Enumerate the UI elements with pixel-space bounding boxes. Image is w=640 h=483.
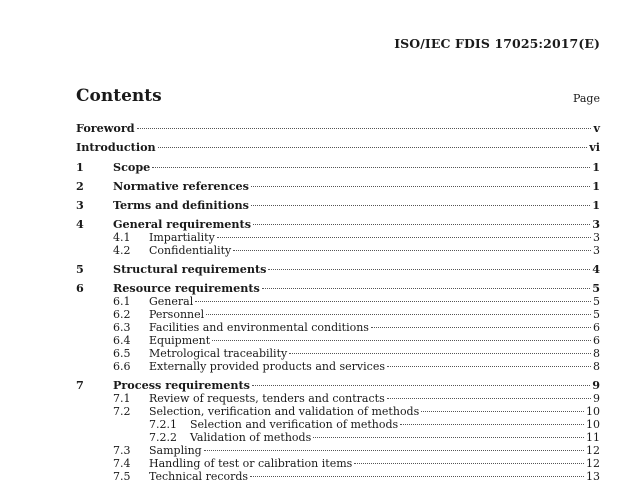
toc-entry[interactable] [0,347,600,360]
toc-entry-page: 12 [586,444,600,457]
toc-entry-number: 7.3 [113,444,131,457]
toc-entry-page: v [593,121,600,135]
toc-entry-number: 4 [76,217,84,231]
dot-leader [421,411,584,412]
toc-entry-title: Personnel [149,308,205,321]
page-column-label: Page [572,92,600,105]
toc-entry-title: Process requirements [113,378,250,392]
toc-entry[interactable] [0,457,600,470]
toc-entry-page: vi [589,140,600,154]
toc-entry[interactable] [0,418,600,431]
toc-entry[interactable] [0,470,600,483]
toc-entry[interactable] [0,180,600,193]
toc-entry-title: Technical records [149,470,249,483]
toc-entry[interactable] [0,405,600,418]
toc-entry-title: Review of requests, tenders and contracts [149,392,385,405]
toc-entry-number: 2 [76,179,84,193]
toc-entry-title: Resource requirements [113,281,260,295]
toc-entry-number: 6.4 [113,334,131,347]
toc-entry[interactable] [0,334,600,347]
toc-entry-title: General requirements [113,217,251,231]
dot-leader [354,463,584,464]
toc-entry-number: 1 [76,160,84,174]
dot-leader [137,128,592,129]
toc-entry-page: 1 [592,179,600,193]
dot-leader [217,237,591,238]
toc-entry-number: 6.1 [113,295,131,308]
toc-entry-page: 8 [593,360,600,373]
toc-entry[interactable] [0,308,600,321]
contents-heading: Contents [76,86,162,106]
toc-entry-title: Confidentiality [149,244,232,257]
dot-leader [206,314,591,315]
toc-entry-title: Sampling [149,444,202,457]
toc-entry-number: 6.5 [113,347,131,360]
dot-leader [250,476,584,477]
dot-leader [268,269,590,270]
toc-entry-page: 5 [592,281,600,295]
dot-leader [253,224,590,225]
dot-leader [152,167,590,168]
dot-leader [371,327,591,328]
toc-entry[interactable] [0,122,600,135]
dot-leader [233,250,591,251]
toc-entry-page: 10 [586,405,600,418]
toc-entry[interactable] [0,282,600,295]
toc-entry-page: 6 [593,334,600,347]
toc-entry-number: 6.2 [113,308,131,321]
toc-entry-title: Handling of test or calibration items [149,457,353,470]
toc-entry-title: Externally provided products and services [149,360,385,373]
toc-entry[interactable] [0,431,600,444]
dot-leader [204,450,584,451]
toc-entry-number: 7.2.2 [149,431,177,444]
toc-entry-page: 5 [593,308,600,321]
toc-entry-title: General [149,295,194,308]
dot-leader [313,437,584,438]
toc-entry[interactable] [0,244,600,257]
toc-entry[interactable] [0,360,600,373]
toc-entry-number: 4.1 [113,231,131,244]
toc-entry-number: 3 [76,198,84,212]
dot-leader [400,424,584,425]
dot-leader [262,288,590,289]
toc-entry[interactable] [0,199,600,212]
toc-entry-page: 11 [586,431,600,444]
toc-entry-number: 4.2 [113,244,131,257]
toc-entry-number: 6 [76,281,84,295]
toc-entry[interactable] [0,295,600,308]
toc-entry-title: Impartiality [149,231,215,244]
toc-entry-page: 5 [593,295,600,308]
toc-entry-page: 13 [586,470,600,483]
dot-leader [251,186,590,187]
toc-entry-number: 7.2.1 [149,418,177,431]
toc-entry-number: 7.5 [113,470,131,483]
dot-leader [252,385,590,386]
dot-leader [158,147,588,148]
toc-entry-number: 7.4 [113,457,131,470]
toc-entry-page: 9 [592,378,600,392]
toc-entry-title: Validation of methods [190,431,312,444]
dot-leader [251,205,590,206]
toc-entry[interactable] [0,231,600,244]
toc-entry-title: Selection and verification of methods [190,418,399,431]
toc-entry-title: Introduction [76,140,156,154]
toc-entry-title: Equipment [149,334,211,347]
dot-leader [289,353,591,354]
toc-entry[interactable] [0,161,600,174]
toc-entry[interactable] [0,444,600,457]
toc-entry[interactable] [0,321,600,334]
toc-entry-number: 5 [76,262,84,276]
toc-entry-number: 7 [76,378,84,392]
toc-entry-title: Scope [113,160,151,174]
toc-entry[interactable] [0,218,600,231]
toc-entry-title: Normative references [113,179,249,193]
toc-entry-page: 9 [593,392,600,405]
toc-entry-title: Foreword [76,121,135,135]
toc-entry-page: 3 [592,217,600,231]
toc-entry-page: 12 [586,457,600,470]
document-id: ISO/IEC FDIS 17025:2017(E) [394,36,600,51]
dot-leader [387,366,591,367]
dot-leader [212,340,591,341]
toc-entry-page: 6 [593,321,600,334]
toc-entry-page: 8 [593,347,600,360]
toc-entry-page: 10 [586,418,600,431]
toc-entry-number: 6.3 [113,321,131,334]
toc-entry[interactable] [0,392,600,405]
toc-entry-number: 7.1 [113,392,131,405]
toc-entry-page: 1 [592,160,600,174]
toc-entry[interactable] [0,379,600,392]
toc-entry[interactable] [0,141,600,154]
toc-entry-title: Facilities and environmental conditions [149,321,369,334]
toc-entry-title: Structural requirements [113,262,267,276]
toc-entry-title: Terms and definitions [113,198,249,212]
toc-entry-number: 6.6 [113,360,131,373]
toc-entry-page: 3 [593,231,600,244]
dot-leader [387,398,591,399]
toc-entry-title: Metrological traceability [149,347,288,360]
toc-entry-page: 3 [593,244,600,257]
toc-entry-number: 7.2 [113,405,131,418]
toc-entry-page: 4 [592,262,600,276]
toc-entry-page: 1 [592,198,600,212]
toc-entry[interactable] [0,263,600,276]
toc-entry-title: Selection, verification and validation of methods [149,405,420,418]
dot-leader [195,301,591,302]
